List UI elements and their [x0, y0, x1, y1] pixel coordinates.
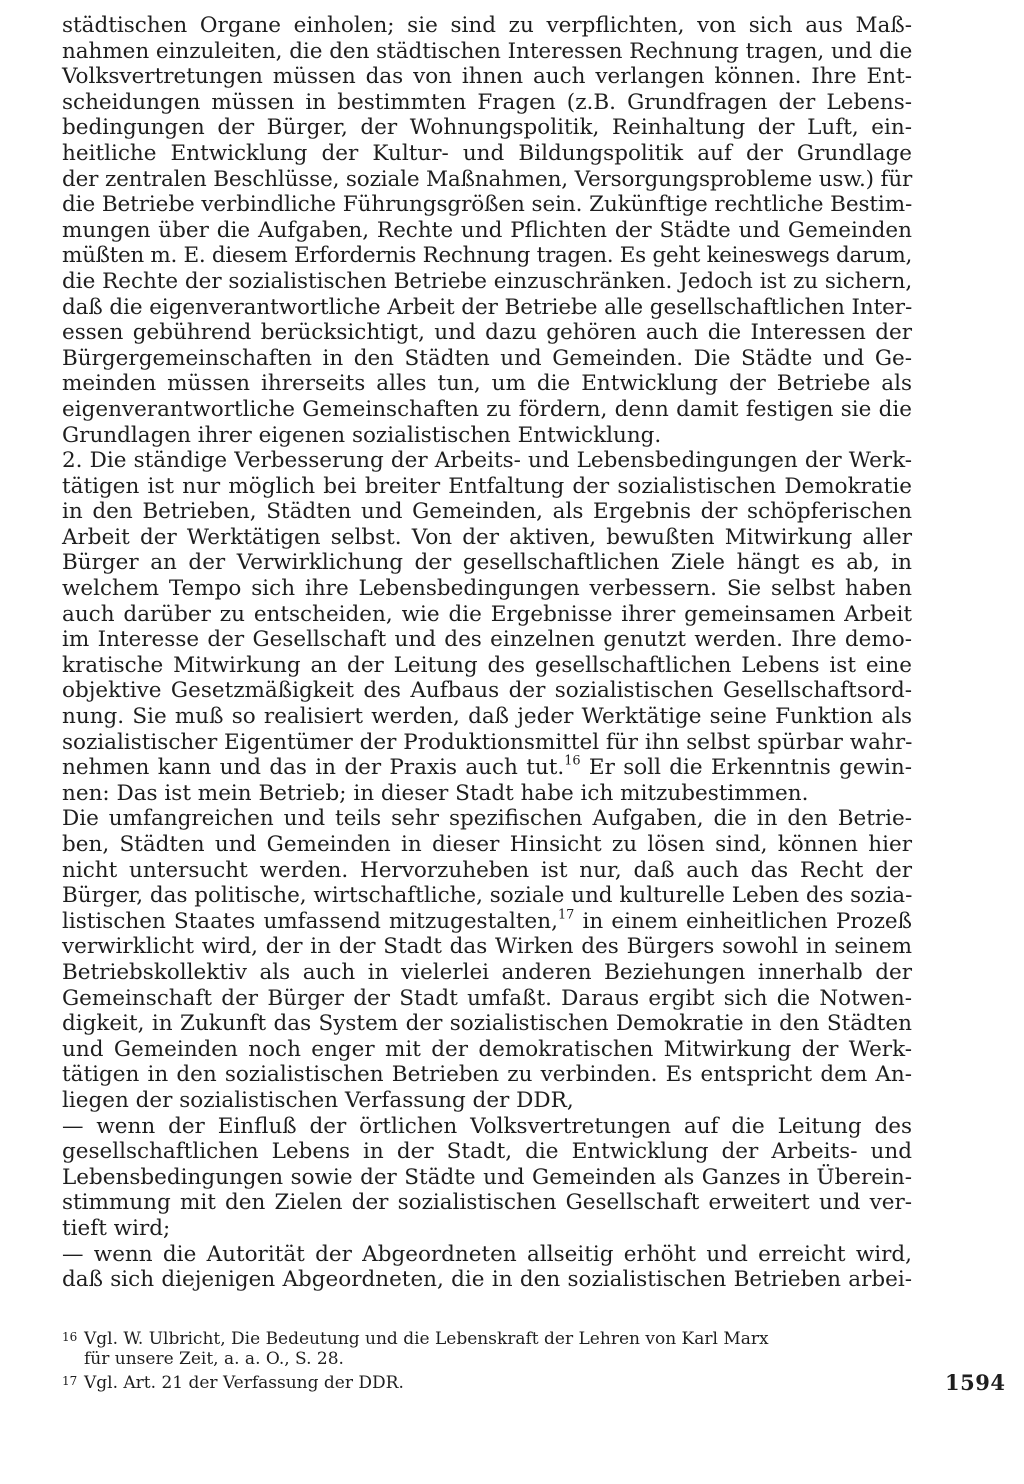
text-line: [62, 576, 912, 602]
text-line-content: Bürger an der Verwirklichung der gesellschaftlichen Ziele hängt es ab, in: [62, 550, 912, 576]
text-line: [62, 1139, 912, 1165]
text-line-content: — wenn der Einfluß der örtlichen Volksvertretungen auf die Leitung des: [62, 1113, 912, 1139]
footnote-reference[interactable]: 16: [564, 753, 581, 769]
text-line-content: die Rechte der sozialistischen Betriebe einzuschränken. Jedoch ist zu sichern,: [62, 268, 913, 294]
text-line-content: gesellschaftlichen Lebens in der Stadt, die Entwicklung der Arbeits- und: [62, 1139, 912, 1165]
text-line-content: digkeit, in Zukunft das System der sozialistischen Demokratie in den Städten: [62, 1011, 912, 1037]
text-line: [62, 64, 912, 90]
text-line-content: Volksvertretungen müssen das von ihnen auch verlangen können. Ihre Ent-: [62, 64, 912, 90]
text-line: [62, 1037, 912, 1063]
text-line: [62, 474, 912, 500]
text-line-content: Die umfangreichen und teils sehr spezifischen Aufgaben, die in den Betrie-: [62, 806, 912, 832]
text-line-content: Betriebskollektiv als auch in vielerlei anderen Beziehungen innerhalb der: [62, 959, 912, 985]
body-text: [62, 13, 912, 1293]
text-line: [62, 13, 912, 39]
text-line: [62, 346, 912, 372]
footnote-text: Vgl. W. Ulbricht, Die Bedeutung und die Lebenskraft der Lehren von Karl Marx: [84, 1329, 769, 1349]
text-line: [62, 218, 912, 244]
text-line: [62, 653, 912, 679]
text-line: [62, 806, 912, 832]
text-line: [62, 858, 912, 884]
text-line: [62, 295, 912, 321]
footnotes: [62, 1326, 922, 1392]
text-line: [62, 525, 912, 551]
text-line-content: nehmen kann und das in der Praxis auch tut.: [62, 755, 565, 781]
text-line-content: welchem Tempo sich ihre Lebensbedingungen verbessern. Sie selbst haben: [62, 576, 912, 602]
text-line-content: meinden müssen ihrerseits alles tun, um die Entwicklung der Betriebe als: [62, 371, 912, 397]
text-line-content: Grundlagen ihrer eigenen sozialistischen Entwicklung.: [62, 422, 662, 448]
text-line-content: tieft wird;: [62, 1215, 171, 1241]
text-line: [62, 167, 912, 193]
text-line: [62, 243, 912, 269]
footnote-text: Vgl. Art. 21 der Verfassung der DDR.: [84, 1373, 404, 1393]
text-line-content: die Betriebe verbindliche Führungsgrößen sein. Zukünftige rechtliche Bestim-: [62, 192, 913, 218]
text-line: [62, 781, 912, 807]
text-line: [62, 320, 912, 346]
text-line: [62, 678, 912, 704]
text-line: [62, 934, 912, 960]
text-line-content: Gemeinschaft der Bürger der Stadt umfaßt. Daraus ergibt sich die Notwen-: [62, 985, 912, 1011]
text-line: [62, 269, 912, 295]
text-line-content: nicht untersucht werden. Hervorzuheben ist nur, daß auch das Recht der: [62, 857, 912, 883]
text-line: [62, 602, 912, 628]
text-line: [62, 832, 912, 858]
text-line: [62, 1165, 912, 1191]
text-line-content: daß sich diejenigen Abgeordneten, die in den sozialistischen Betrieben arbei-: [62, 1267, 912, 1293]
text-line-content: sozialistischer Eigentümer der Produktionsmittel für ihn selbst spürbar wahr-: [62, 729, 913, 755]
text-line: [62, 1011, 912, 1037]
text-line: [62, 986, 912, 1012]
text-line: [62, 755, 912, 781]
text-line-content: auch darüber zu entscheiden, wie die Ergebnisse ihrer gemeinsamen Arbeit: [62, 601, 912, 627]
text-line: [62, 1062, 912, 1088]
text-line-content: in den Betrieben, Städten und Gemeinden, als Ergebnis der schöpferischen: [62, 499, 912, 525]
footnote-number: 16: [62, 1330, 78, 1344]
text-line: [62, 1190, 912, 1216]
text-line-content: Bürgergemeinschaften in den Städten und Gemeinden. Die Städte und Ge-: [62, 345, 912, 371]
footnote-number: 17: [62, 1374, 78, 1388]
text-line-content: daß die eigenverantwortliche Arbeit der Betriebe alle gesellschaftlichen Inter-: [62, 294, 913, 320]
text-line-content: Arbeit der Werktätigen selbst. Von der aktiven, bewußten Mitwirkung aller: [62, 524, 912, 550]
text-line: [62, 960, 912, 986]
text-line: [62, 39, 912, 65]
text-line-content: ben, Städten und Gemeinden in dieser Hinsicht zu lösen sind, können hier: [62, 832, 912, 857]
text-line: [62, 1242, 912, 1268]
text-line-content: liegen der sozialistischen Verfassung der DDR,: [62, 1087, 574, 1113]
text-line: [62, 550, 912, 576]
text-line-content: stimmung mit den Zielen der sozialistischen Gesellschaft erweitert und ver-: [62, 1190, 912, 1216]
text-line: [62, 448, 912, 474]
text-line-content: eigenverantwortliche Gemeinschaften zu fördern, denn damit festigen sie die: [62, 396, 912, 422]
text-line-content: mungen über die Aufgaben, Rechte und Pflichten der Städte und Gemeinden: [62, 217, 912, 243]
text-line-content: kratische Mitwirkung an der Leitung des gesellschaftlichen Lebens ist eine: [62, 652, 912, 678]
footnote: [62, 1370, 922, 1392]
text-line-content: scheidungen müssen in bestimmten Fragen (z.B. Grundfragen der Lebens-: [62, 89, 912, 115]
text-line-continuation: in einem einheitlichen Prozeß: [574, 908, 912, 934]
text-line: [62, 909, 912, 935]
text-line: [62, 883, 912, 909]
text-line: [62, 90, 912, 116]
text-line: [62, 371, 912, 397]
text-line: [62, 397, 912, 423]
text-line: [62, 1114, 912, 1140]
text-line-content: Lebensbedingungen sowie der Städte und Gemeinden als Ganzes in Überein-: [62, 1164, 912, 1190]
text-line-content: essen gebührend berücksichtigt, und dazu gehören auch die Interessen der: [62, 320, 912, 346]
text-line-content: 2. Die ständige Verbesserung der Arbeits- und Lebensbedingungen der Werk-: [62, 448, 912, 474]
text-line-content: objektive Gesetzmäßigkeit des Aufbaus der sozialistischen Gesellschaftsord-: [62, 678, 912, 704]
text-line-content: nen: Das ist mein Betrieb; in dieser Stadt habe ich mitzubestimmen.: [62, 780, 809, 806]
text-line-content: nahmen einzuleiten, die den städtischen Interessen Rechnung tragen, und die: [62, 38, 913, 64]
text-line-content: verwirklicht wird, der in der Stadt das Wirken des Bürgers sowohl in seinem: [62, 934, 912, 960]
text-line: [62, 730, 912, 756]
page-number: 1594: [945, 1370, 1006, 1395]
text-line: [62, 704, 912, 730]
text-line-content: — wenn die Autorität der Abgeordneten allseitig erhöht und erreicht wird,: [62, 1241, 912, 1267]
text-line: [62, 115, 912, 141]
text-line: [62, 627, 912, 653]
text-line: [62, 1267, 912, 1293]
text-line-content: tätigen ist nur möglich bei breiter Entfaltung der sozialistischen Demokratie: [62, 473, 912, 499]
text-line-content: städtischen Organe einholen; sie sind zu verpflichten, von sich aus Maß-: [62, 13, 912, 38]
text-line-content: und Gemeinden noch enger mit der demokratischen Mitwirkung der Werk-: [62, 1036, 912, 1062]
text-line-continuation: Er soll die Erkenntnis gewin-: [580, 755, 912, 781]
text-line-content: listischen Staates umfassend mitzugestalten,: [62, 908, 558, 934]
footnote-reference[interactable]: 17: [557, 907, 575, 923]
text-line-content: müßten m. E. diesem Erfordernis Rechnung tragen. Es geht keineswegs darum,: [62, 243, 912, 269]
text-line: [62, 1088, 912, 1114]
text-line: [62, 1216, 912, 1242]
text-line-content: heitliche Entwicklung der Kultur- und Bildungspolitik auf der Grundlage: [62, 140, 912, 166]
text-line: [62, 423, 912, 449]
text-line: [62, 141, 912, 167]
text-line-content: tätigen in den sozialistischen Betrieben zu verbinden. Es entspricht dem An-: [62, 1062, 912, 1088]
text-line: [62, 192, 912, 218]
footnote: [62, 1326, 922, 1348]
text-line-content: im Interesse der Gesellschaft und des einzelnen genutzt werden. Ihre demo-: [62, 627, 912, 653]
text-line: [62, 499, 912, 525]
text-line-content: der zentralen Beschlüsse, soziale Maßnahmen, Versorgungsprobleme usw.) für: [62, 166, 913, 192]
text-line-content: Bürger, das politische, wirtschaftliche, soziale und kulturelle Leben des sozia-: [62, 883, 913, 909]
text-line-content: nung. Sie muß so realisiert werden, daß jeder Werktätige seine Funktion als: [62, 704, 912, 730]
footnote-continuation: für unsere Zeit, a. a. O., S. 28.: [84, 1349, 344, 1369]
text-line-content: bedingungen der Bürger, der Wohnungspolitik, Reinhaltung der Luft, ein-: [62, 115, 912, 141]
